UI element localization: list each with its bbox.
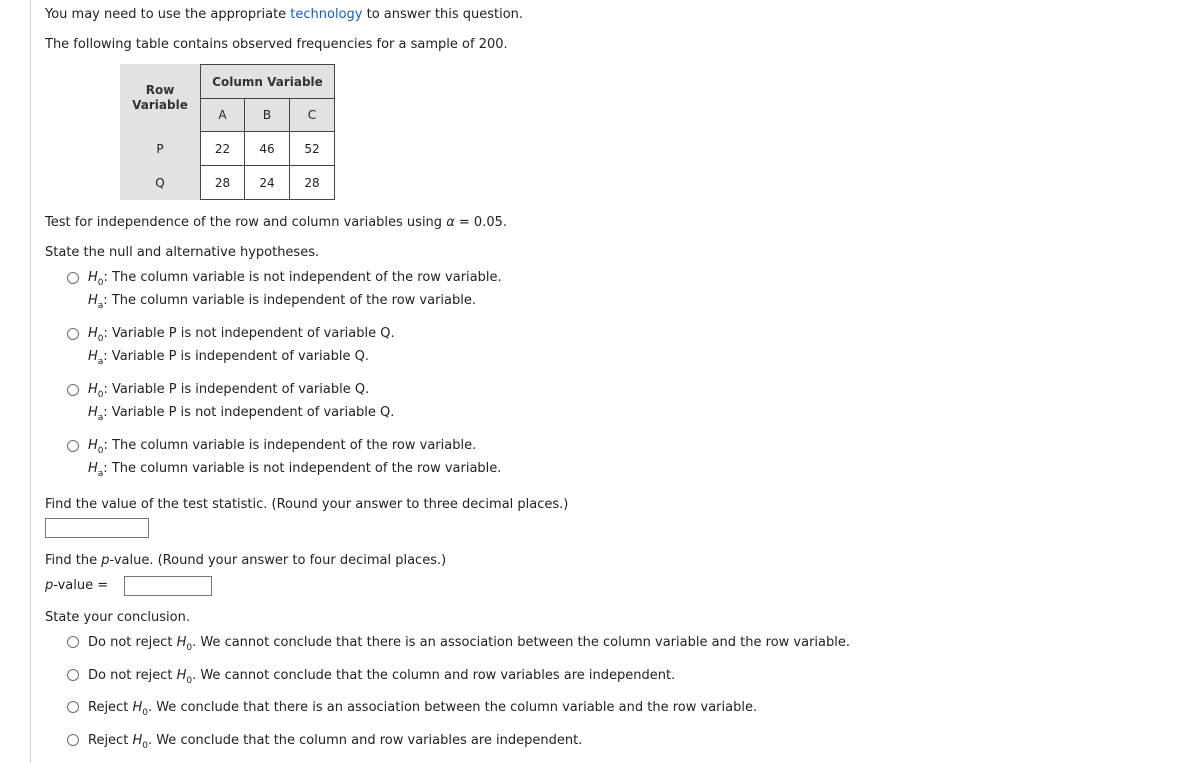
h-symbol: H (132, 733, 143, 748)
conclusion-radio-2[interactable] (67, 669, 79, 681)
h-symbol: H (88, 461, 98, 476)
h-symbol: H (88, 438, 98, 453)
intro-text-pre: You may need to use the appropriate (45, 7, 291, 22)
ha-subscript: a (97, 469, 104, 479)
hypothesis-3-ha (88, 405, 395, 423)
frequency-table (120, 64, 335, 200)
ha-text: : Variable P is not independent of variable Q. (103, 405, 395, 420)
conclusion-radio-3[interactable] (67, 701, 79, 713)
p-symbol: p (101, 553, 110, 568)
column-header-b: B (244, 98, 290, 132)
cell-q-c: 28 (289, 165, 335, 200)
row-label-q: Q (120, 166, 200, 200)
intro-line-2: The following table contains observed frequencies for a sample of 200. (45, 37, 508, 52)
row-label-p: P (120, 132, 200, 166)
hypothesis-radio-3[interactable] (67, 384, 79, 396)
h0-subscript: 0 (97, 390, 104, 400)
technology-link[interactable]: technology (290, 7, 363, 22)
column-variable-header: Column Variable (200, 64, 335, 98)
ha-subscript: a (97, 357, 104, 367)
test-statistic-input[interactable] (45, 518, 149, 538)
conclusion-radio-4[interactable] (67, 734, 79, 746)
hypothesis-radio-2[interactable] (67, 328, 79, 340)
h0-text: : The column variable is not independent of the row variable. (103, 270, 502, 285)
ha-text: : Variable P is independent of variable Q. (103, 349, 369, 364)
conclusion-pre: Do not reject (88, 635, 177, 650)
h0-subscript: 0 (142, 708, 148, 718)
content-left-border (30, 0, 31, 763)
row-header-line1: Row (145, 83, 175, 97)
row-variable-header (120, 64, 200, 132)
h0-text: : Variable P is not independent of variable Q. (103, 326, 395, 341)
conclusion-post: . We cannot conclude that the column and row variables are independent. (192, 668, 676, 683)
conclusion-post: . We cannot conclude that there is an association between the column variable and the row variable. (192, 635, 850, 650)
conclusion-prompt: State your conclusion. (45, 610, 190, 625)
h0-subscript: 0 (142, 741, 148, 751)
hypothesis-4-h0 (88, 438, 477, 456)
cell-p-a: 22 (200, 131, 245, 166)
ha-subscript: a (97, 301, 104, 311)
column-header-a: A (200, 98, 245, 132)
ha-subscript: a (97, 413, 104, 423)
test-text-post: = 0.05. (454, 215, 508, 230)
pvalue-prompt-post: -value. (Round your answer to four decimal places.) (109, 553, 447, 568)
h-symbol: H (176, 668, 187, 683)
hypothesis-3-h0 (88, 382, 370, 400)
pvalue-label-text: -value = (53, 578, 109, 593)
hypothesis-radio-1[interactable] (67, 272, 79, 284)
h0-subscript: 0 (186, 676, 193, 686)
h-symbol: H (88, 326, 98, 341)
cell-q-b: 24 (244, 165, 290, 200)
h0-subscript: 0 (97, 278, 104, 288)
h0-subscript: 0 (186, 643, 193, 653)
conclusion-3-text (88, 700, 758, 718)
h-symbol: H (88, 349, 98, 364)
conclusion-2-text (88, 668, 676, 686)
h-symbol: H (132, 700, 143, 715)
hypothesis-1-ha (88, 293, 476, 311)
hypothesis-radio-4[interactable] (67, 440, 79, 452)
h0-subscript: 0 (97, 446, 104, 456)
cell-p-b: 46 (244, 131, 290, 166)
column-header-c: C (289, 98, 335, 132)
conclusion-pre: Reject (88, 733, 133, 748)
hypothesis-4-ha (88, 461, 502, 479)
h-symbol: H (88, 405, 98, 420)
conclusion-4-text (88, 733, 583, 751)
h-symbol: H (88, 293, 98, 308)
row-header-line2: Variable (132, 98, 188, 112)
intro-text-post: to answer this question. (362, 7, 524, 22)
ha-text: : The column variable is not independent of the row variable. (103, 461, 502, 476)
pvalue-label (45, 578, 108, 593)
conclusion-pre: Reject (88, 700, 133, 715)
intro-line-1 (45, 7, 523, 22)
p-value-input[interactable] (124, 576, 212, 596)
alpha-symbol: α (446, 215, 455, 230)
h-symbol: H (88, 270, 98, 285)
ha-text: : The column variable is independent of the row variable. (103, 293, 476, 308)
hypothesis-1-h0 (88, 270, 502, 288)
h-symbol: H (88, 382, 98, 397)
cell-p-c: 52 (289, 131, 335, 166)
conclusion-radio-1[interactable] (67, 636, 79, 648)
test-text-pre: Test for independence of the row and column variables using (45, 215, 447, 230)
h0-text: : Variable P is independent of variable Q. (103, 382, 370, 397)
conclusion-post: . We conclude that the column and row variables are independent. (147, 733, 583, 748)
conclusion-post: . We conclude that there is an association between the column variable and the row variable. (147, 700, 758, 715)
p-symbol: p (45, 578, 54, 593)
statistic-prompt: Find the value of the test statistic. (Round your answer to three decimal places.) (45, 497, 569, 512)
hypothesis-2-h0 (88, 326, 395, 344)
conclusion-pre: Do not reject (88, 668, 177, 683)
pvalue-prompt (45, 553, 446, 568)
pvalue-prompt-pre: Find the (45, 553, 102, 568)
hypothesis-2-ha (88, 349, 369, 367)
cell-q-a: 28 (200, 165, 245, 200)
h0-text: : The column variable is independent of the row variable. (103, 438, 477, 453)
test-statement (45, 215, 507, 230)
h-symbol: H (176, 635, 187, 650)
h0-subscript: 0 (97, 334, 104, 344)
conclusion-1-text (88, 635, 850, 653)
hypotheses-prompt: State the null and alternative hypotheses. (45, 245, 320, 260)
